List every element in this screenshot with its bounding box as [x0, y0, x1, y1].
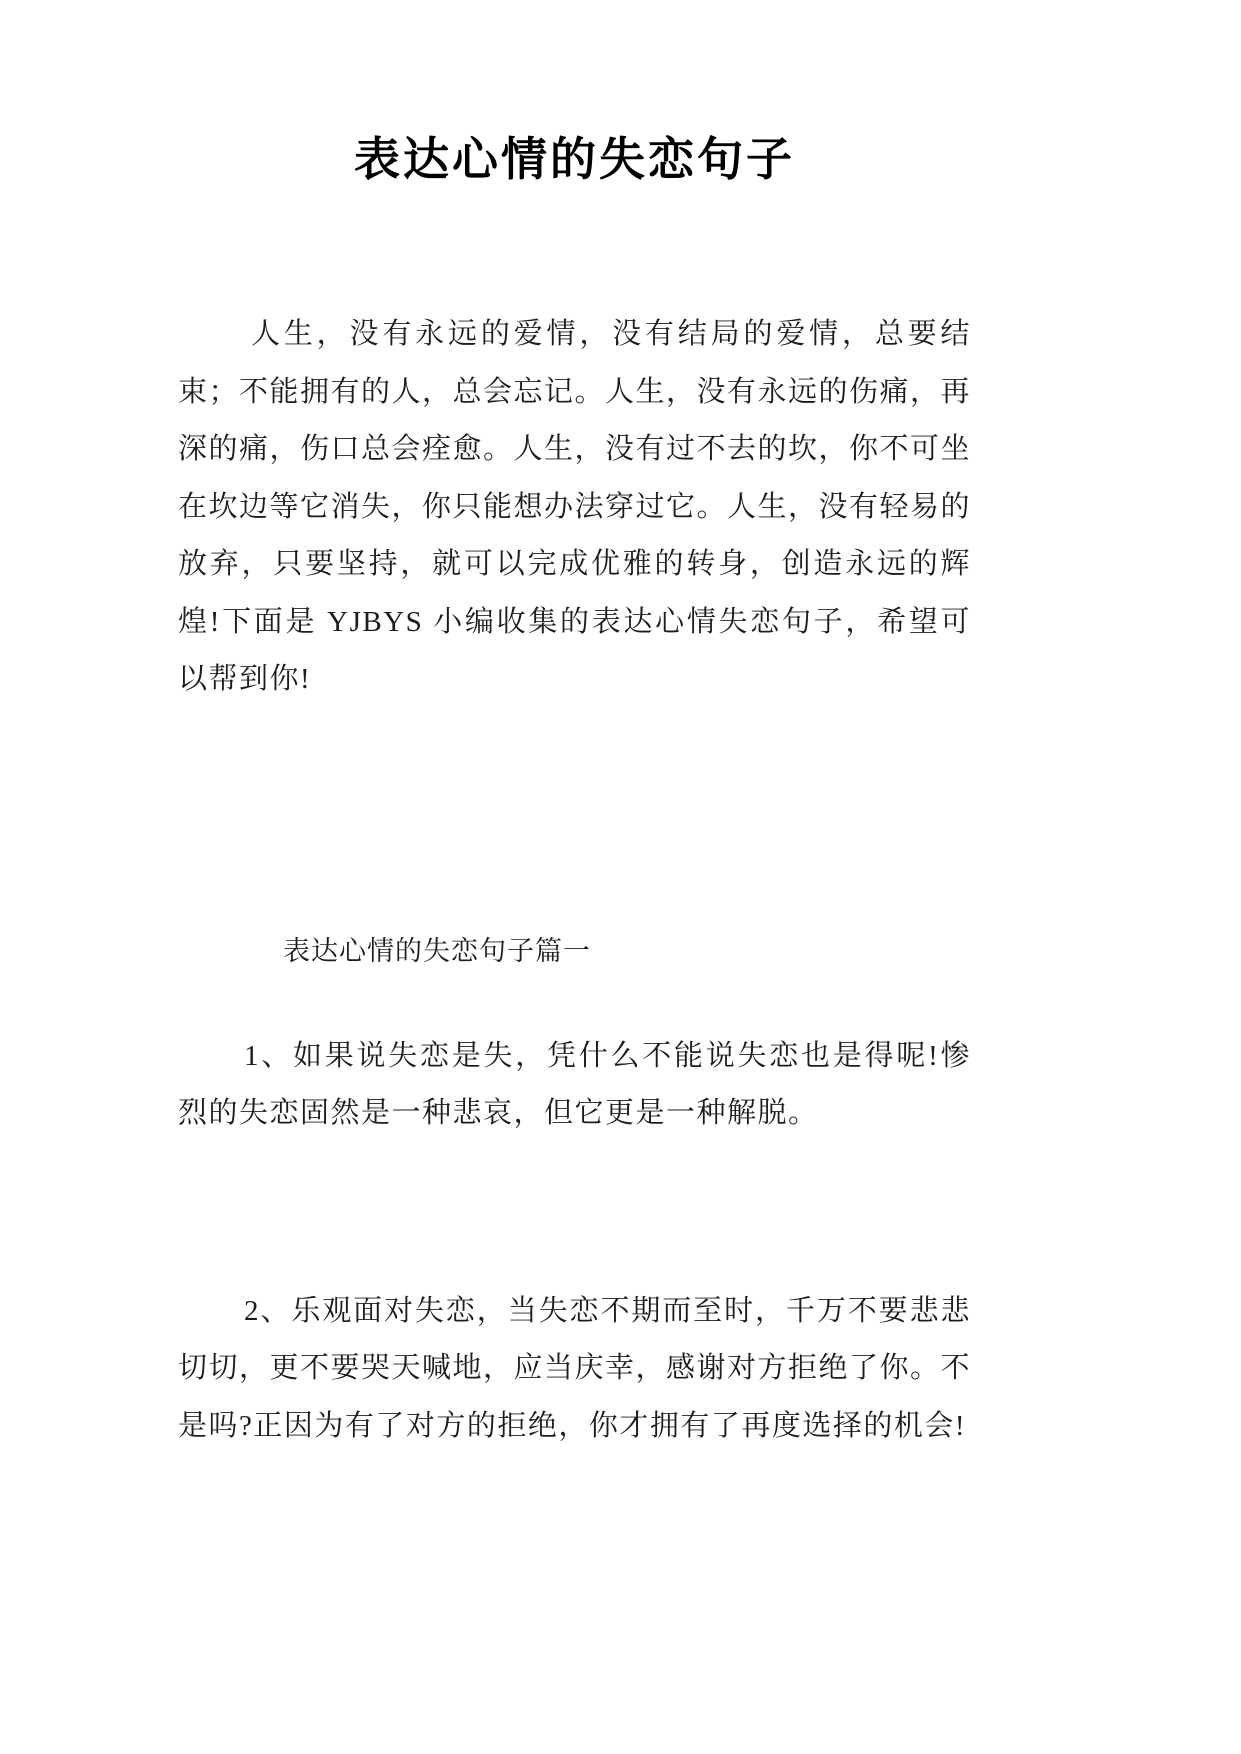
section-heading: 表达心情的失恋句子篇一 — [283, 935, 591, 966]
document-title: 表达心情的失恋句子 — [354, 134, 795, 185]
quote-item-2: 2、乐观面对失恋，当失恋不期而至时，千万不要悲悲切切，更不要哭天喊地，应当庆幸，感谢对方拒绝了你。不是吗?正因为有了对方的拒绝，你才拥有了再度选择的机会! — [178, 1294, 972, 1442]
intro-paragraph: 人生，没有永远的爱情，没有结局的爱情，总要结束；不能拥有的人，总会忘记。人生，没有永远的伤痛，再深的痛，伤口总会痊愈。人生，没有过不去的坎，你不可坐在坎边等它消失，你只能想办法穿过它。人生，没有轻易的放弃，只要坚持，就可以完成优雅的转身，创造永远的辉煌!下面是 YJBYS 小编收集的表达心情失恋句子，希望可以帮到你! — [178, 318, 972, 695]
quote-item-1: 1、如果说失恋是失，凭什么不能说失恋也是得呢!惨烈的失恋固然是一种悲哀，但它更是一种解脱。 — [178, 1039, 971, 1129]
